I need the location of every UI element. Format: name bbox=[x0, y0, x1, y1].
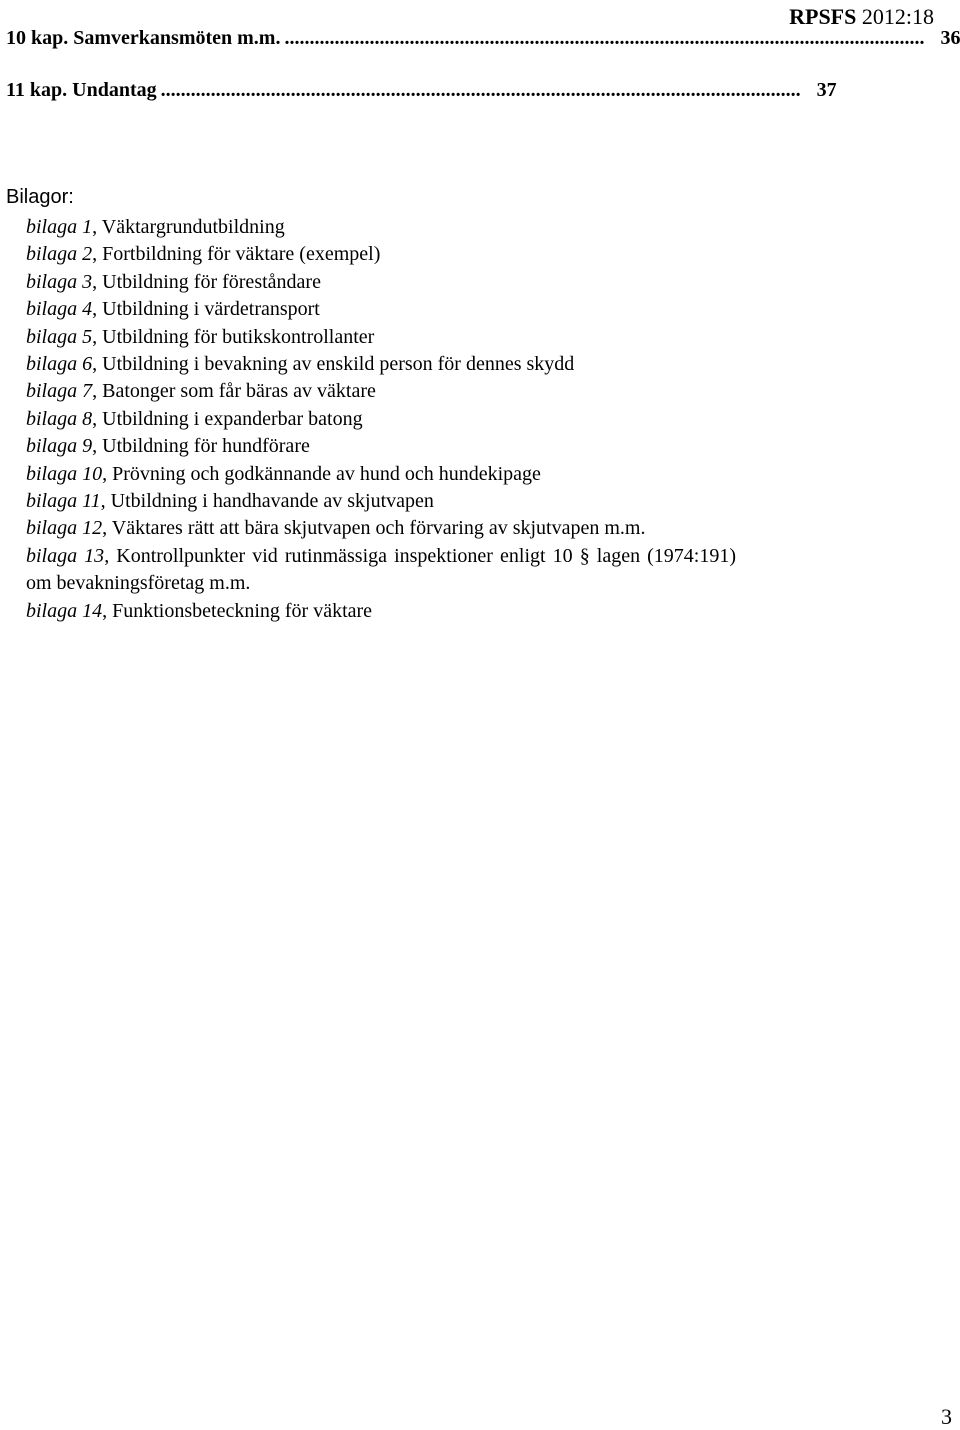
bilaga-item-1: bilaga 1, Väktargrundutbildning bbox=[26, 216, 285, 238]
bilaga-item-8: bilaga 8, Utbildning i expanderbar batong bbox=[26, 407, 363, 430]
bilaga-item-13: bilaga 13, Kontrollpunkter vid rutinmässiga inspektioner enligt 10 § lagen (1974:191) om bevakningsföretag m.m. bbox=[26, 544, 737, 595]
bilagor-list bbox=[26, 214, 736, 625]
toc-entry-title: 11 kap. Undantag bbox=[6, 79, 157, 101]
bilaga-item-11: bilaga 11, Utbildning i handhavande av skjutvapen bbox=[26, 490, 434, 513]
toc-entry-title: 10 kap. Samverkansmöten m.m. bbox=[6, 27, 281, 49]
toc-entry-chapter-11[interactable] bbox=[6, 79, 837, 102]
page-number: 3 bbox=[941, 1404, 952, 1429]
bilaga-item-14: bilaga 14, Funktionsbeteckning för väktare bbox=[26, 599, 373, 622]
bilaga-item-4: bilaga 4, Utbildning i värdetransport bbox=[26, 298, 320, 321]
bilaga-item-2: bilaga 2, Fortbildning för väktare (exempel) bbox=[26, 243, 381, 266]
bilaga-item-9: bilaga 9, Utbildning för hundförare bbox=[26, 435, 310, 458]
bilaga-item-10: bilaga 10, Prövning och godkännande av hund och hundekipage bbox=[26, 462, 541, 485]
document-series: RPSFS bbox=[789, 4, 857, 29]
toc-page-number: 37 bbox=[816, 79, 837, 101]
toc-dot-leader: ................................................................................................................................ bbox=[160, 79, 801, 101]
toc-dot-leader: ................................................................................................................................ bbox=[284, 27, 925, 49]
bilaga-item-5: bilaga 5, Utbildning för butikskontrollanter bbox=[26, 325, 375, 348]
toc-entry-chapter-10[interactable] bbox=[6, 27, 960, 50]
bilaga-item-7: bilaga 7, Batonger som får bäras av väktare bbox=[26, 380, 376, 403]
bilagor-heading: Bilagor: bbox=[6, 186, 74, 208]
document-number: 2012:18 bbox=[861, 4, 934, 29]
bilaga-item-6: bilaga 6, Utbildning i bevakning av enskild person för dennes skydd bbox=[26, 353, 575, 376]
bilaga-item-12: bilaga 12, Väktares rätt att bära skjutvapen och förvaring av skjutvapen m.m. bbox=[26, 517, 646, 540]
toc-page-number: 36 bbox=[940, 27, 960, 49]
bilaga-item-3: bilaga 3, Utbildning för föreståndare bbox=[26, 270, 321, 293]
